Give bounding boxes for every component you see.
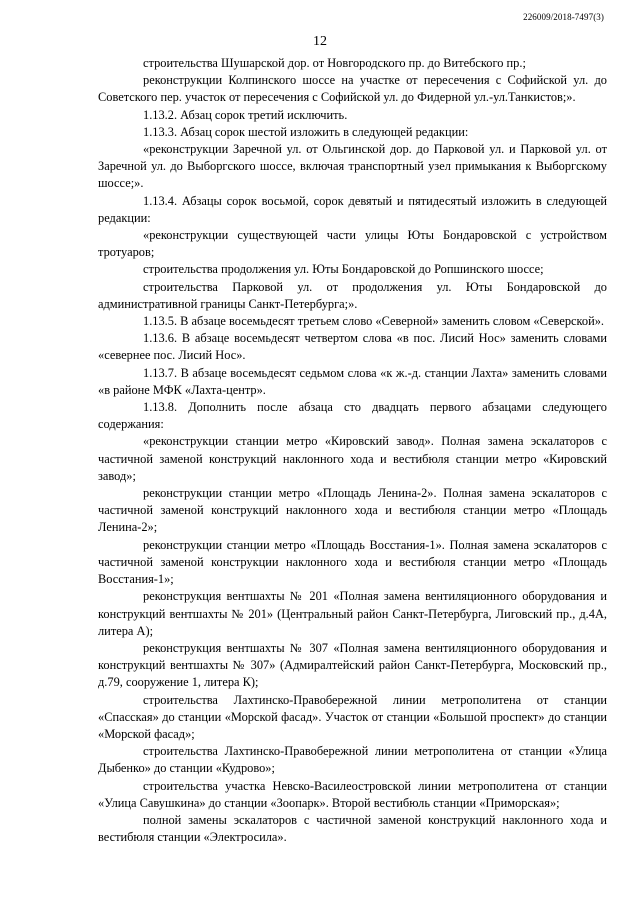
- paragraph: реконструкции станции метро «Площадь Восстания-1». Полная замена эскалаторов с частичной заменой конструкции наклонного хода и вестибюля станции метро «Площадь Восстания-1»;: [98, 537, 607, 587]
- paragraph: «реконструкции существующей части улицы Юты Бондаровской с устройством тротуаров;: [98, 228, 607, 260]
- paragraph: строительства Лахтинско-Правобережной линии метрополитена от станции «Спасская» до станции «Морской фасад». Участок от станции «Большой проспект» до станции «Морской фасад»;: [98, 692, 607, 741]
- paragraph: 1.13.6. В абзаце восемьдесят четвертом слова «в пос. Лисий Нос» заменить словами «севернее пос. Лисий Нос».: [98, 331, 607, 363]
- paragraph: реконструкции станции метро «Площадь Ленина-2». Полная замена эскалаторов с частичной заменой конструкций наклонного хода и вестибюля станции метро «Площадь Ленина-2»;: [98, 486, 607, 535]
- paragraph: полной замены эскалаторов с частичной заменой конструкций наклонного хода и вестибюля станции «Электросила».: [98, 812, 607, 845]
- paragraph: реконструкция вентшахты № 307 «Полная замена вентиляционного оборудования и конструкций вентшахты № 307» (Адмиралтейский район Санкт-Петербурга, Московский пр., д.79, сооружение 1, литера К);: [98, 640, 607, 690]
- paragraph: строительства участка Невско-Василеостровской линии метрополитена от станции «Улица Савушкина» до станции «Зоопарк». Второй вестибюль станции «Приморская»;: [98, 778, 607, 810]
- paragraph: 1.13.2. Абзац сорок третий исключить.: [143, 107, 348, 122]
- paragraph: строительства Шушарской дор. от Новгородского пр. до Витебского пр.;: [143, 56, 526, 70]
- paragraph: реконструкция вентшахты № 201 «Полная замена вентиляционного оборудования и конструкций вентшахты № 201» (Центральный район Санкт-Петербурга, Лиговский пр., д.4А, литера А);: [98, 589, 607, 638]
- paragraph: реконструкции Колпинского шоссе на участке от пересечения с Софийской ул. до Советского пер. участок от пересечения с Софийской ул. до Фидерной ул.-ул.Танкистов;».: [98, 73, 607, 105]
- paragraph: «реконструкции Заречной ул. от Ольгинской дор. до Парковой ул. и Парковой ул. от Заречной ул. до Выборгского шоссе, включая транспортный узел примыкания к Выборгскому шоссе;».: [98, 142, 607, 191]
- paragraph: строительства продолжения ул. Юты Бондаровской до Ропшинского шоссе;: [143, 262, 544, 277]
- paragraph: 1.13.8. Дополнить после абзаца сто двадцать первого абзацами следующего содержания:: [98, 400, 607, 432]
- paragraph: «реконструкции станции метро «Кировский завод». Полная замена эскалаторов с частичной заменой конструкций наклонного хода и вестибюля станции метро «Кировский завод»;: [98, 434, 607, 483]
- document-body: [98, 55, 607, 846]
- paragraph: строительства Лахтинско-Правобережной линии метрополитена от станции «Улица Дыбенко» до станции «Кудрово»;: [98, 744, 607, 776]
- paragraph: 1.13.3. Абзац сорок шестой изложить в следующей редакции:: [143, 124, 469, 139]
- page-number: 12: [313, 34, 327, 49]
- paragraph: 1.13.4. Абзацы сорок восьмой, сорок девятый и пятидесятый изложить в следующей редакции:: [98, 193, 607, 225]
- paragraph: 1.13.5. В абзаце восемьдесят третьем слово «Северной» заменить словом «Северской».: [143, 314, 605, 329]
- paragraph: строительства Парковой ул. от продолжения ул. Юты Бондаровской до административной границы Санкт-Петербурга;».: [98, 279, 607, 311]
- document-id: 226009/2018-7497(3): [523, 12, 604, 22]
- paragraph: 1.13.7. В абзаце восемьдесят седьмом слова «к ж.-д. станции Лахта» заменить словами «в районе МФК «Лахта-центр».: [98, 365, 607, 397]
